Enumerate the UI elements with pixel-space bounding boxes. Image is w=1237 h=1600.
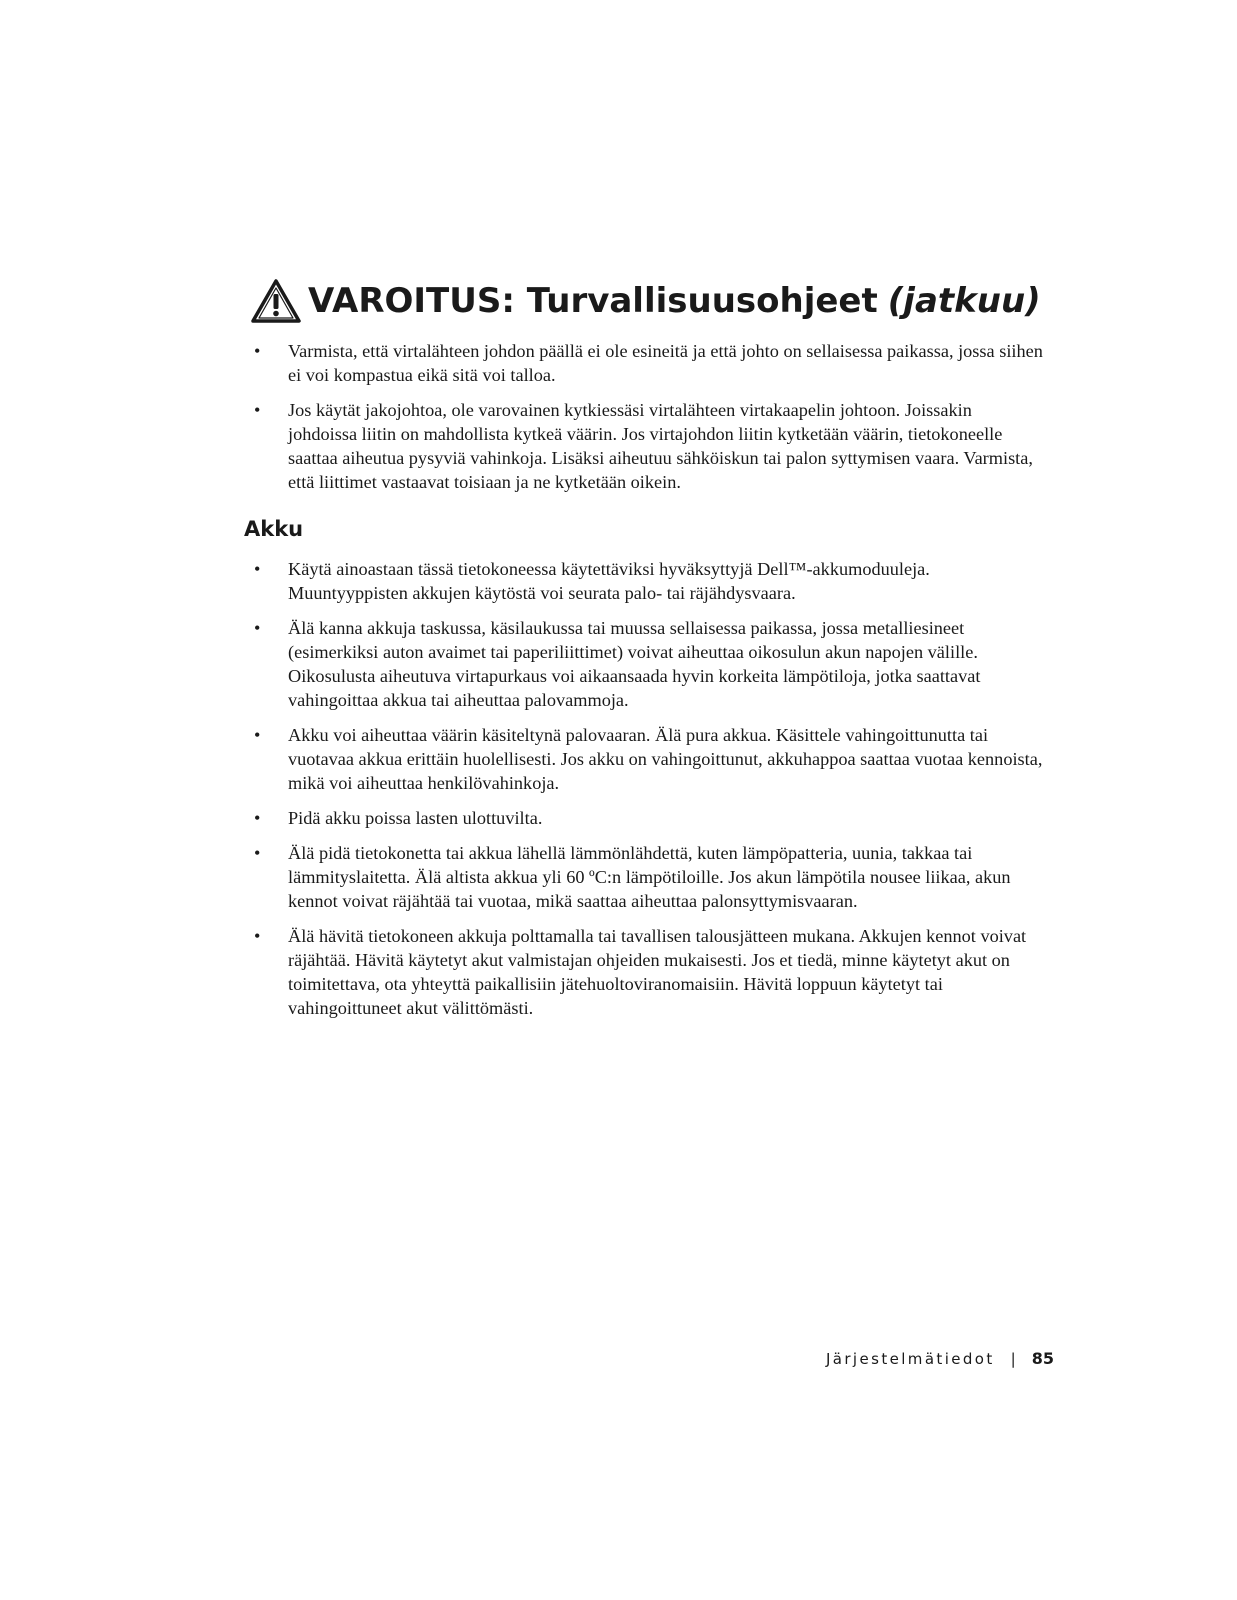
footer-section-name: Järjestelmätiedot xyxy=(825,1349,995,1368)
list-item-text: Pidä akku poissa lasten ulottuvilta. xyxy=(288,808,543,828)
warning-triangle-icon xyxy=(250,278,302,324)
list-item xyxy=(254,806,1044,830)
list-item-text: Älä kanna akkuja taskussa, käsilaukussa tai muussa sellaisessa paikassa, jossa metalliesineet (esimerkiksi auton avaimet tai paperiliittimet) voivat aiheuttaa oikosulun akun napojen välille. Oikosulusta aiheutuva virtapurkaus voi aikaansaada hyvin korkeita lämpötiloja, jotka saattavat vahingoittaa akkua tai aiheuttaa palovammoja. xyxy=(288,618,981,710)
heading-continued: (jatkuu) xyxy=(887,281,1041,321)
list-item-text: Varmista, että virtalähteen johdon päällä ei ole esineitä ja että johto on sellaisessa paikassa, jossa siihen ei voi kompastua eikä sitä voi talloa. xyxy=(288,341,1043,385)
bullet: • xyxy=(254,400,261,420)
heading-title: VAROITUS: Turvallisuusohjeet xyxy=(308,281,878,321)
page-heading xyxy=(250,278,1041,324)
bullet: • xyxy=(254,559,261,579)
bullet: • xyxy=(254,926,261,946)
list-item-text: Käytä ainoastaan tässä tietokoneessa käytettäviksi hyväksyttyjä Dell™-akkumoduuleja. Muuntyyppisten akkujen käytöstä voi seurata palo- tai räjähdysvaara. xyxy=(288,559,930,603)
bullet: • xyxy=(254,341,261,361)
bullet: • xyxy=(254,618,261,638)
bullet: • xyxy=(254,808,261,828)
list-item xyxy=(254,841,1044,913)
footer-separator: | xyxy=(1010,1349,1016,1368)
list-item-text: Akku voi aiheuttaa väärin käsiteltynä palovaaran. Älä pura akkua. Käsittele vahingoittunutta tai vuotavaa akkua erittäin huolellisesti. Jos akku on vahingoittunut, akkuhappoa saattaa vuotaa kennoista, mikä voi aiheuttaa henkilövahinkoja. xyxy=(288,725,1043,793)
list-item xyxy=(254,723,1044,795)
list-item xyxy=(254,616,1044,712)
list-item xyxy=(254,924,1044,1020)
list-item-text: Älä hävitä tietokoneen akkuja polttamalla tai tavallisen talousjätteen mukana. Akkujen kennot voivat räjähtää. Hävitä käytetyt akut valmistajan ohjeiden mukaisesti. Jos et tiedä, minne käytetyt akut on toimitettava, ota yhteyttä paikallisiin jätehuoltoviranomaisiin. Hävitä loppuun käytetyt tai vahingoittuneet akut välittömästi. xyxy=(288,926,1027,1018)
battery-list xyxy=(254,557,1044,1031)
list-item xyxy=(254,557,1044,605)
page-number: 85 xyxy=(1031,1349,1054,1368)
section-title-battery: Akku xyxy=(244,517,304,541)
list-item-text: Älä pidä tietokonetta tai akkua lähellä lämmönlähdettä, kuten lämpöpatteria, uunia, takkaa tai lämmityslaitetta. Älä altista akkua yli 60 ºC:n lämpötiloille. Jos akun lämpötila nousee liikaa, akun kennot voivat räjähtää tai vuotaa, mikä saattaa aiheuttaa palonsyttymisvaaran. xyxy=(288,843,1011,911)
list-item-text: Jos käytät jakojohtoa, ole varovainen kytkiessäsi virtalähteen virtakaapelin johtoon. Joissakin johdoissa liitin on mahdollista kytkeä väärin. Jos virtajohdon liitin kytketään väärin, tietokoneelle saattaa aiheutua pysyviä vahinkoja. Lisäksi aiheutuu sähköiskun tai palon syttymisen vaara. Varmista, että liittimet vastaavat toisiaan ja ne kytketään oikein. xyxy=(288,400,1033,492)
bullet: • xyxy=(254,843,261,863)
bullet: • xyxy=(254,725,261,745)
page-footer xyxy=(826,1349,1054,1368)
safety-list xyxy=(254,339,1044,505)
list-item xyxy=(254,339,1044,387)
list-item xyxy=(254,398,1044,494)
